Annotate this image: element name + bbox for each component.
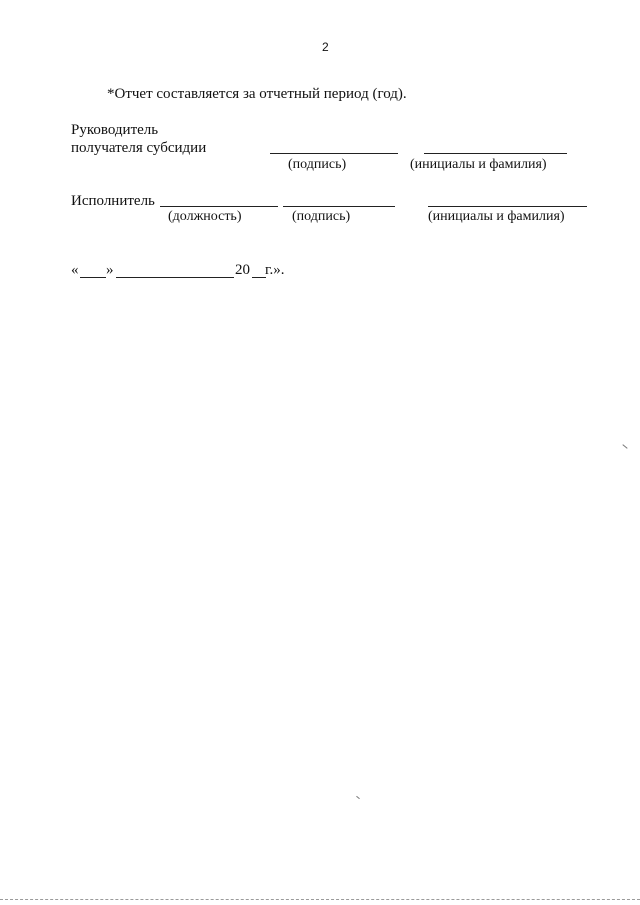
executor-name-caption: (инициалы и фамилия)	[428, 209, 565, 224]
executor-position-line[interactable]	[160, 206, 278, 207]
date-open-quote: «	[71, 262, 79, 278]
head-signature-caption: (подпись)	[288, 157, 347, 172]
head-name-caption: (инициалы и фамилия)	[410, 157, 547, 172]
scan-speck	[356, 796, 360, 799]
head-name-line[interactable]	[424, 153, 567, 154]
date-month-line[interactable]	[116, 277, 234, 278]
report-period-note: *Отчет составляется за отчетный период (год).	[107, 86, 407, 102]
head-label-line1: Руководитель	[71, 122, 159, 138]
date-year-line[interactable]	[252, 277, 266, 278]
executor-position-caption: (должность)	[168, 209, 242, 224]
page-bottom-edge	[0, 899, 640, 900]
head-signature-line[interactable]	[270, 153, 398, 154]
executor-signature-caption: (подпись)	[292, 209, 351, 224]
head-label-line2: получателя субсидии	[71, 140, 207, 156]
scan-speck	[622, 444, 627, 449]
date-close-quote: »	[106, 262, 114, 278]
executor-label: Исполнитель	[71, 193, 155, 209]
date-year-prefix: 20	[235, 262, 250, 278]
executor-name-line[interactable]	[428, 206, 587, 207]
date-year-suffix: г.».	[265, 262, 285, 278]
date-day-line[interactable]	[80, 277, 106, 278]
page-number: 2	[322, 40, 329, 54]
executor-signature-line[interactable]	[283, 206, 395, 207]
